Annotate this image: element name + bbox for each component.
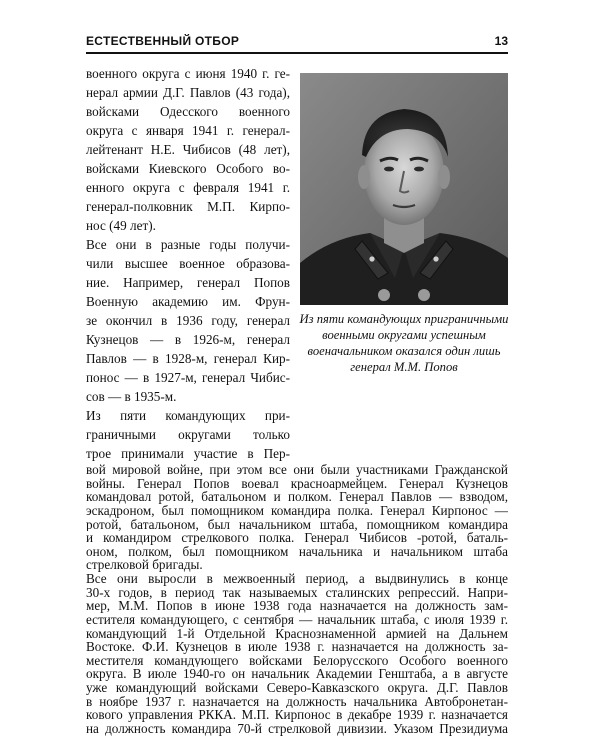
header-rule <box>86 52 508 54</box>
text-line: ротой, батальоном, был начальником штаба, помощником командира <box>86 517 508 532</box>
page-number: 13 <box>494 34 508 48</box>
text-line: военного округа с июня 1940 г. ге- <box>86 66 290 81</box>
caption-line: генерал М.М. Попов <box>350 360 458 374</box>
text-line: зе окончил в 1936 году, генерал <box>86 313 290 328</box>
text-line: в ноябре 1937 г. назначается на должность начальника Автобронетан- <box>86 694 508 709</box>
text-line: генерал-полковник М.П. Кирпо- <box>86 199 290 214</box>
text-line: Все они в разные годы получи- <box>86 237 290 252</box>
section-title: ЕСТЕСТВЕННЫЙ ОТБОР <box>86 34 240 48</box>
text-line: кового управления РККА. М.П. Кирпонос в декабре 1939 г. назначается <box>86 708 508 722</box>
text-line: сов — в 1935-м. <box>86 389 177 404</box>
text-line: эскадроном, был помощником командира полка. Генерал Кирпонос — <box>86 503 508 518</box>
text-line: уже командующий войсками Северо-Кавказского округа. Д.Г. Павлов <box>86 681 508 695</box>
text-line: войны. Генерал Попов воевал красноармейцем. Генерал Кузнецов <box>86 476 508 491</box>
text-line: Военную академию им. Фрун- <box>86 294 290 309</box>
text-line: граничными округами только <box>86 427 290 442</box>
text-line: 30-х годов, в период так называемых сталинских репрессий. Напри- <box>86 585 508 600</box>
text-line: нерал армии Д.Г. Павлов (43 года), <box>86 85 290 100</box>
running-header <box>86 34 508 52</box>
text-line: Все они выросли в межвоенный период, а выдвинулись в конце <box>86 572 508 586</box>
caption-line: военачальником оказался один лишь <box>307 344 501 358</box>
text-line: войсками Киевского Особого во- <box>86 161 290 176</box>
text-line: мер, М.М. Попов в июне 1938 года назначается на должность зам- <box>86 599 508 613</box>
text-line: естителя командующего, с сентября — начальник штаба, с июля 1939 г. <box>86 612 508 627</box>
text-line: командовал ротой, батальоном и полком. Генерал Павлов — взводом, <box>86 490 508 504</box>
text-line: Кузнецов — в 1926-м, генерал <box>86 332 290 347</box>
text-line: местителя командующего войсками Белорусского Особого военного <box>86 653 508 668</box>
text-line: округа с января 1941 г. генерал- <box>86 123 290 138</box>
text-line: округа. В июле 1940-го он начальник Академии Генштаба, а в августе <box>86 667 508 682</box>
portrait-photo <box>300 73 508 305</box>
text-line: Из пяти командующих при- <box>86 408 290 423</box>
text-line: вой мировой войне, при этом все они были участниками Гражданской <box>86 463 508 477</box>
text-line: командующий 1-й Отдельной Краснознаменной армией на Дальнем <box>86 626 508 641</box>
text-line: Павлов — в 1928-м, генерал Кир- <box>86 351 290 366</box>
text-line: войсками Одесского военного <box>86 104 290 119</box>
caption-line: Из пяти командующих приграничными <box>299 312 509 326</box>
text-line: енного округа с февраля 1941 г. <box>86 180 290 195</box>
text-line: чили высшее военное образова- <box>86 256 290 271</box>
text-line: ние. Например, генерал Попов <box>86 275 290 290</box>
text-line: лейтенант Н.Е. Чибисов (48 лет), <box>86 142 290 157</box>
text-line: нос (49 лет). <box>86 218 156 233</box>
text-line: стрелковой бригады. <box>86 557 203 573</box>
caption-line: военными округами успешным <box>322 328 486 342</box>
text-line: и командиром стрелкового полка. Генерал Чибисов -ротой, баталь- <box>86 531 508 545</box>
text-line: понос — в 1927-м, генерал Чибис- <box>86 370 290 385</box>
text-line: оном, полком, был помощником начальника и начальником штаба <box>86 544 508 559</box>
text-line: на должность командира 70-й стрелковой дивизии. Указом Президиума <box>86 722 508 736</box>
text-line: трое принимали участие в Пер- <box>86 446 290 461</box>
text-line: Востоке. Ф.И. Кузнецов в июле 1938 г. назначается на должность за- <box>86 640 508 654</box>
